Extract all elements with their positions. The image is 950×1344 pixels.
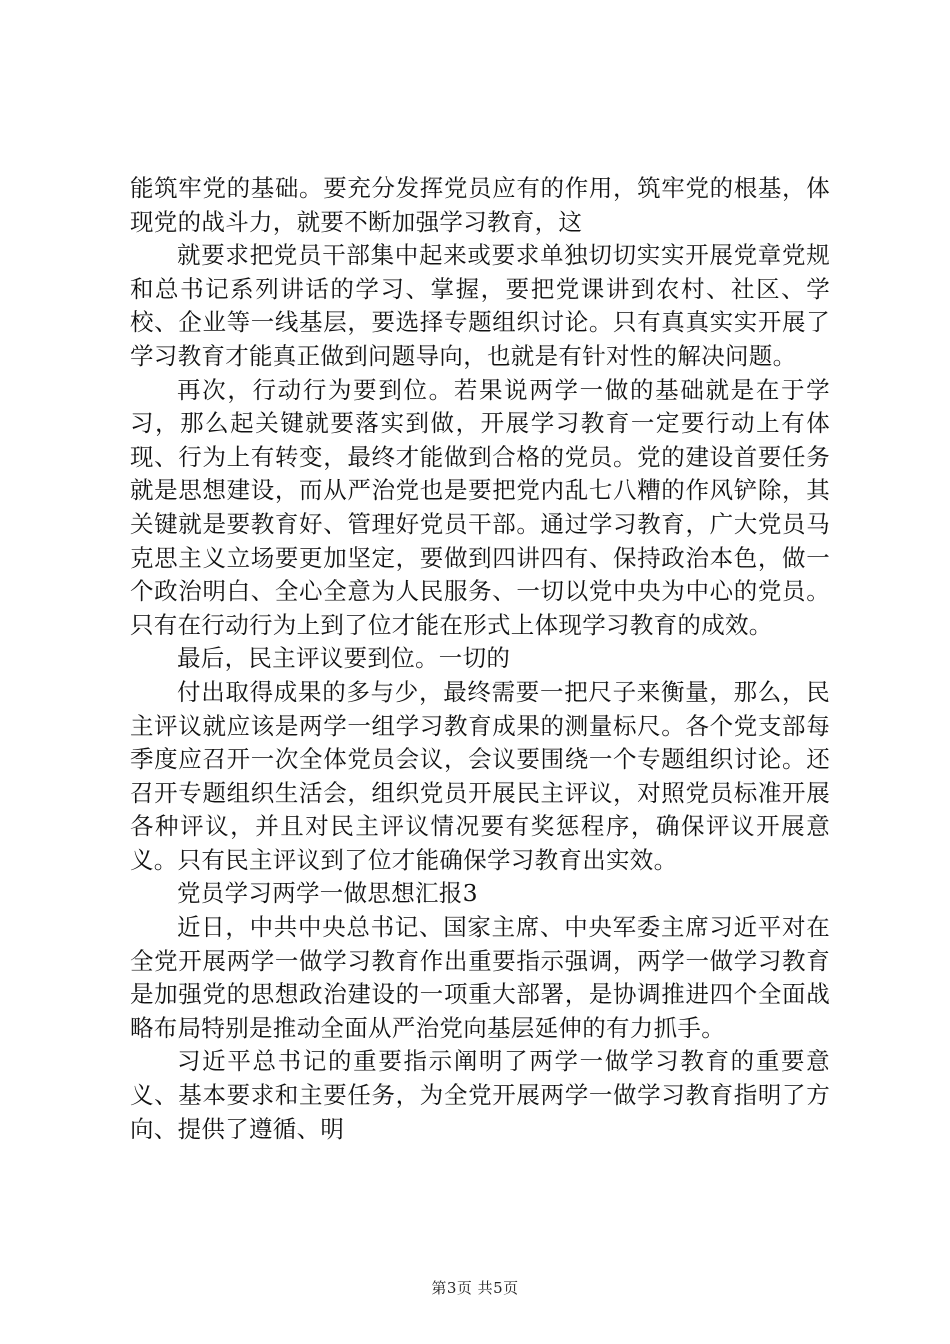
paragraph-2: 就要求把党员干部集中起来或要求单独切切实实开展党章党规和总书记系列讲话的学习、掌握，要把党课讲到农村、社区、学校、企业等一线基层，要选择专题组织讨论。只有真真实实开展了学习教育才能真正做到问题导向，也就是有针对性的解决问题。 [130, 241, 830, 370]
paragraph-7: 习近平总书记的重要指示阐明了两学一做学习教育的重要意义、基本要求和主要任务，为全党开展两学一做学习教育指明了方向、提供了遵循、明 [130, 1047, 830, 1143]
document-body [130, 172, 830, 1146]
paragraph-1: 能筑牢党的基础。要充分发挥党员应有的作用，筑牢党的根基，体现党的战斗力，就要不断加强学习教育，这 [130, 174, 830, 236]
paragraph-3: 再次，行动行为要到位。若果说两学一做的基础就是在于学习，那么起关键就要落实到做，开展学习教育一定要行动上有体现、行为上有转变，最终才能做到合格的党员。党的建设首要任务就是思想建设，而从严治党也是要把党内乱七八糟的作风铲除，其关键就是要教育好、管理好党员干部。通过学习教育，广大党员马克思主义立场要更加坚定，要做到四讲四有、保持政治本色，做一个政治明白、全心全意为人民服务、一切以党中央为中心的党员。只有在行动行为上到了位才能在形式上体现学习教育的成效。 [130, 375, 830, 639]
paragraph-6: 近日，中共中央总书记、国家主席、中央军委主席习近平对在全党开展两学一做学习教育作出重要指示强调，两学一做学习教育是加强党的思想政治建设的一项重大部署，是协调推进四个全面战略布局特别是推动全面从严治党向基层延伸的有力抓手。 [130, 913, 830, 1042]
page-number-footer: 第3页 共5页 [431, 1279, 519, 1297]
section-heading: 党员学习两学一做思想汇报3 [177, 879, 478, 908]
paragraph-4: 最后，民主评议要到位。一切的 [177, 644, 511, 673]
paragraph-5: 付出取得成果的多与少，最终需要一把尺子来衡量，那么，民主评议就应该是两学一组学习教育成果的测量标尺。各个党支部每季度应召开一次全体党员会议，会议要围绕一个专题组织讨论。还召开专题组织生活会，组织党员开展民主评议，对照党员标准开展各种评议，并且对民主评议情况要有奖惩程序，确保评议开展意义。只有民主评议到了位才能确保学习教育出实效。 [130, 677, 830, 874]
